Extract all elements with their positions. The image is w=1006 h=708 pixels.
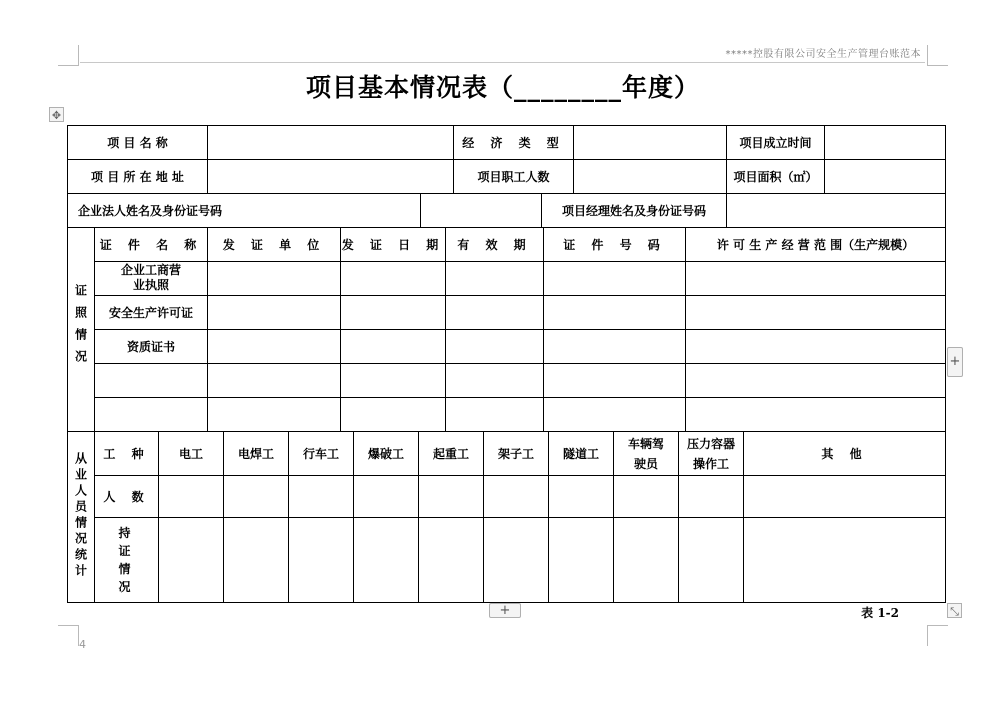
project-name-label: 项 目 名 称 <box>68 126 208 160</box>
trade-header: 压力容器操作工 <box>679 432 744 476</box>
header-rule <box>80 62 925 63</box>
cert-header-scope: 许 可 生 产 经 营 范 围（生产规模） <box>686 228 946 262</box>
area-field[interactable] <box>825 160 946 194</box>
manager-label: 项目经理姓名及身份证号码 <box>542 194 727 228</box>
crop-mark-bl <box>58 625 79 646</box>
certified-cell[interactable] <box>419 518 484 603</box>
cert-side-label: 证照情况 <box>68 228 95 432</box>
econ-type-field[interactable] <box>574 126 727 160</box>
certified-cell[interactable] <box>679 518 744 603</box>
certified-cell[interactable] <box>354 518 419 603</box>
cert-header-number: 证 件 号 码 <box>544 228 686 262</box>
headcount-cell[interactable] <box>614 476 679 518</box>
staff-side-label: 从业人员情况统计 <box>68 432 95 603</box>
cert-cell[interactable] <box>446 398 544 432</box>
cert-table <box>67 227 946 432</box>
trade-header: 车辆驾驶员 <box>614 432 679 476</box>
cert-cell[interactable] <box>341 296 446 330</box>
cert-row-name: 资质证书 <box>95 330 208 364</box>
cert-cell[interactable] <box>686 364 946 398</box>
cert-cell[interactable] <box>446 364 544 398</box>
cert-cell[interactable] <box>544 296 686 330</box>
add-row-button[interactable]: + <box>489 603 521 618</box>
headcount-label: 人 数 <box>95 476 159 518</box>
cert-header-valid: 有 效 期 <box>446 228 544 262</box>
address-field[interactable] <box>208 160 454 194</box>
headcount-cell[interactable] <box>484 476 549 518</box>
headcount-cell[interactable] <box>549 476 614 518</box>
trade-header: 电焊工 <box>224 432 289 476</box>
move-icon[interactable]: ✥ <box>49 107 64 122</box>
legal-person-label: 企业法人姓名及身份证号码 <box>68 194 421 228</box>
cert-cell[interactable] <box>208 364 341 398</box>
cert-cell[interactable] <box>544 262 686 296</box>
address-label: 项 目 所 在 地 址 <box>68 160 208 194</box>
cert-cell[interactable] <box>341 398 446 432</box>
certified-cell[interactable] <box>159 518 224 603</box>
page-number: 4 <box>79 638 86 651</box>
certified-cell[interactable] <box>614 518 679 603</box>
legal-person-field[interactable] <box>421 194 542 228</box>
established-label: 项目成立时间 <box>727 126 825 160</box>
cert-cell[interactable] <box>686 262 946 296</box>
econ-type-label: 经 济 类 型 <box>454 126 574 160</box>
trade-other-label: 其 他 <box>744 432 946 476</box>
table-number: 表 1-2 <box>861 606 899 620</box>
resize-icon[interactable]: ⤡ <box>947 603 962 618</box>
headcount-cell[interactable] <box>354 476 419 518</box>
manager-field[interactable] <box>727 194 946 228</box>
cert-cell[interactable] <box>544 330 686 364</box>
add-column-button[interactable]: + <box>947 347 963 377</box>
trade-header: 隧道工 <box>549 432 614 476</box>
cert-header-issuer: 发 证 单 位 <box>208 228 341 262</box>
area-label: 项目面积（㎡） <box>727 160 825 194</box>
cert-row-name: 安全生产许可证 <box>95 296 208 330</box>
cert-cell[interactable] <box>341 262 446 296</box>
cert-cell[interactable] <box>341 364 446 398</box>
crop-mark-br <box>927 625 948 646</box>
certified-label: 持 证 情 况 <box>95 518 159 603</box>
trade-header: 起重工 <box>419 432 484 476</box>
headcount-cell[interactable] <box>419 476 484 518</box>
page-title: 项目基本情况表（________年度） <box>305 73 700 102</box>
trade-header: 架子工 <box>484 432 549 476</box>
cert-cell[interactable] <box>686 330 946 364</box>
cert-header-name: 证 件 名 称 <box>95 228 208 262</box>
project-name-field[interactable] <box>208 126 454 160</box>
cert-row-name: 企业工商营业执照 <box>95 262 208 296</box>
cert-cell[interactable] <box>686 398 946 432</box>
certified-cell[interactable] <box>484 518 549 603</box>
cert-cell[interactable] <box>446 296 544 330</box>
headcount-cell[interactable] <box>289 476 354 518</box>
trade-header: 电工 <box>159 432 224 476</box>
cert-row-name[interactable] <box>95 364 208 398</box>
trade-header: 行车工 <box>289 432 354 476</box>
cert-cell[interactable] <box>686 296 946 330</box>
crop-mark-tl <box>58 45 79 66</box>
header-company-note: *****控股有限公司安全生产管理台账范本 <box>725 49 921 60</box>
cert-cell[interactable] <box>544 398 686 432</box>
headcount-cell[interactable] <box>679 476 744 518</box>
crop-mark-tr <box>927 45 948 66</box>
cert-cell[interactable] <box>341 330 446 364</box>
staff-table <box>67 431 946 603</box>
staff-count-label: 项目职工人数 <box>454 160 574 194</box>
established-field[interactable] <box>825 126 946 160</box>
certified-cell[interactable] <box>549 518 614 603</box>
certified-cell[interactable] <box>289 518 354 603</box>
cert-row-name[interactable] <box>95 398 208 432</box>
cert-cell[interactable] <box>208 330 341 364</box>
certified-cell[interactable] <box>224 518 289 603</box>
cert-cell[interactable] <box>208 296 341 330</box>
staff-count-field[interactable] <box>574 160 727 194</box>
cert-cell[interactable] <box>208 398 341 432</box>
headcount-cell[interactable] <box>159 476 224 518</box>
certified-cell[interactable] <box>744 518 946 603</box>
cert-cell[interactable] <box>544 364 686 398</box>
cert-cell[interactable] <box>446 330 544 364</box>
trade-header: 爆破工 <box>354 432 419 476</box>
cert-cell[interactable] <box>446 262 544 296</box>
cert-header-date: 发 证 日 期 <box>341 228 446 262</box>
basic-info-table <box>67 125 946 228</box>
headcount-cell[interactable] <box>744 476 946 518</box>
headcount-cell[interactable] <box>224 476 289 518</box>
cert-cell[interactable] <box>208 262 341 296</box>
trade-type-label: 工 种 <box>95 432 159 476</box>
